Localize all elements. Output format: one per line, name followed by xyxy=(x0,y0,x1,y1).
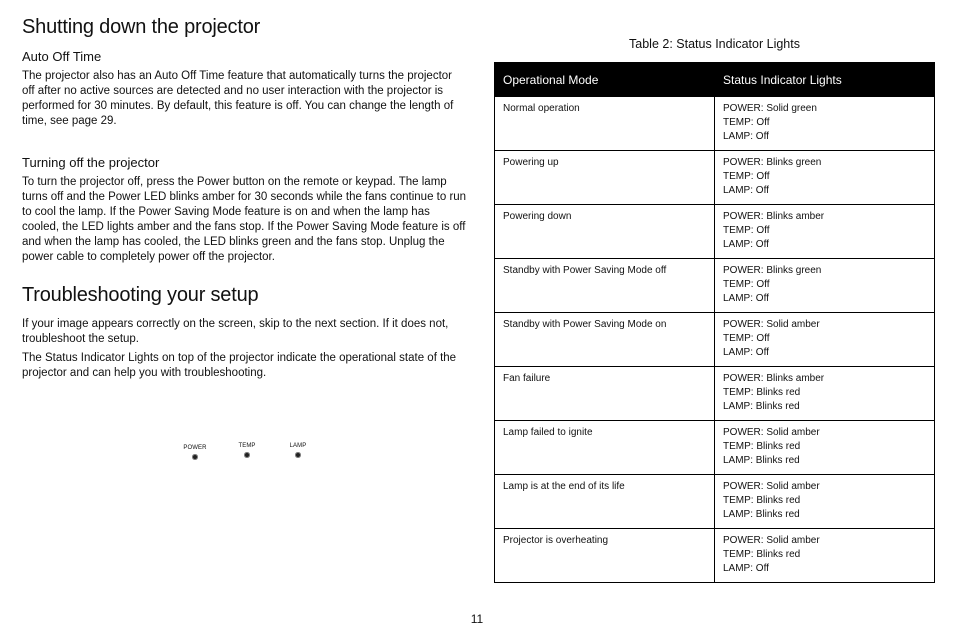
cell-operational-mode: Powering up xyxy=(495,151,715,205)
status-line: LAMP: Blinks red xyxy=(723,509,800,520)
status-line: TEMP: Off xyxy=(723,333,770,344)
table-row xyxy=(495,475,935,529)
status-line: LAMP: Blinks red xyxy=(723,401,800,412)
status-line: TEMP: Blinks red xyxy=(723,495,801,506)
status-line: POWER: Blinks green xyxy=(723,265,822,276)
paragraph-auto-off: The projector also has an Auto Off Time feature that automatically turns the projector off after no active sources are detected and no user interaction with the projector is performed for 30 minutes. By default, this feature is off. You can change the length of time, see page 29. xyxy=(22,70,454,127)
cell-status-lights xyxy=(715,475,935,529)
table-row xyxy=(495,367,935,421)
cell-status-lights xyxy=(715,97,935,151)
page-number: 11 xyxy=(470,612,484,626)
subsection-title-turning-off: Turning off the projector xyxy=(22,155,160,170)
status-line: POWER: Blinks green xyxy=(723,157,822,168)
table-row xyxy=(495,205,935,259)
status-line: POWER: Blinks amber xyxy=(723,373,825,384)
status-line: LAMP: Off xyxy=(723,131,769,142)
status-line: TEMP: Blinks red xyxy=(723,549,801,560)
section-title-troubleshooting: Troubleshooting your setup xyxy=(22,284,259,306)
status-line: POWER: Solid amber xyxy=(723,535,820,546)
status-line: TEMP: Off xyxy=(723,117,770,128)
cell-status-lights xyxy=(715,259,935,313)
status-line: TEMP: Blinks red xyxy=(723,387,801,398)
status-line: LAMP: Off xyxy=(723,185,769,196)
status-line: POWER: Solid amber xyxy=(723,427,820,438)
cell-operational-mode: Fan failure xyxy=(495,367,715,421)
led-icon xyxy=(192,454,198,460)
paragraph-turning-off: To turn the projector off, press the Power button on the remote or keypad. The lamp turns off and the Power LED blinks amber for 30 seconds while the fans continue to run to cool the lamp. If the Power Saving Mode feature is on and when the lamp has cooled, the LED lights amber and the fans stop. If the Power Saving Mode feature is off and when the lamp has cooled, the LED blinks green and the fans stop. Unplug the power cable to completely power off the projector. xyxy=(22,176,467,263)
cell-operational-mode: Lamp failed to ignite xyxy=(495,421,715,475)
column-header-mode: Operational Mode xyxy=(495,63,715,97)
section-title-shutting-down: Shutting down the projector xyxy=(22,16,261,38)
status-line: TEMP: Off xyxy=(723,279,770,290)
cell-status-lights xyxy=(715,421,935,475)
cell-status-lights xyxy=(715,313,935,367)
indicator-power xyxy=(175,444,215,460)
status-line: POWER: Solid green xyxy=(723,103,817,114)
cell-status-lights xyxy=(715,367,935,421)
table-row xyxy=(495,151,935,205)
status-line: POWER: Solid amber xyxy=(723,481,820,492)
cell-operational-mode: Projector is overheating xyxy=(495,529,715,583)
status-line: LAMP: Off xyxy=(723,347,769,358)
status-indicator-diagram xyxy=(170,444,320,468)
table-row xyxy=(495,313,935,367)
table-header-row xyxy=(495,63,935,97)
cell-operational-mode: Lamp is at the end of its life xyxy=(495,475,715,529)
subsection-title-auto-off: Auto Off Time xyxy=(22,49,102,64)
status-table-section xyxy=(494,36,935,574)
status-line: LAMP: Off xyxy=(723,293,769,304)
cell-operational-mode: Standby with Power Saving Mode on xyxy=(495,313,715,367)
status-line: TEMP: Off xyxy=(723,225,770,236)
status-line: TEMP: Blinks red xyxy=(723,441,801,452)
led-icon xyxy=(244,452,250,458)
cell-operational-mode: Powering down xyxy=(495,205,715,259)
table-row xyxy=(495,259,935,313)
cell-status-lights xyxy=(715,205,935,259)
cell-operational-mode: Normal operation xyxy=(495,97,715,151)
table-row xyxy=(495,97,935,151)
status-indicator-table xyxy=(494,62,935,583)
indicator-label: TEMP xyxy=(238,443,256,449)
status-line: TEMP: Off xyxy=(723,171,770,182)
status-line: LAMP: Blinks red xyxy=(723,455,800,466)
indicator-label: LAMP xyxy=(289,443,307,449)
cell-status-lights xyxy=(715,529,935,583)
table-row xyxy=(495,421,935,475)
paragraph-troubleshooting-2: The Status Indicator Lights on top of the projector indicate the operational state of the projector and can help you with troubleshooting. xyxy=(22,352,457,379)
indicator-lamp xyxy=(278,442,318,458)
status-line: LAMP: Off xyxy=(723,563,769,574)
indicator-temp xyxy=(227,442,267,458)
table-caption: Table 2: Status Indicator Lights xyxy=(629,37,800,51)
status-line: POWER: Solid amber xyxy=(723,319,820,330)
paragraph-troubleshooting-1: If your image appears correctly on the screen, skip to the next section. If it does not, troubleshoot the setup. xyxy=(22,318,449,345)
indicator-label: POWER xyxy=(183,445,207,451)
table-row xyxy=(495,529,935,583)
column-header-status: Status Indicator Lights xyxy=(715,63,935,97)
status-line: LAMP: Off xyxy=(723,239,769,250)
led-icon xyxy=(295,452,301,458)
cell-status-lights xyxy=(715,151,935,205)
status-line: POWER: Blinks amber xyxy=(723,211,825,222)
cell-operational-mode: Standby with Power Saving Mode off xyxy=(495,259,715,313)
